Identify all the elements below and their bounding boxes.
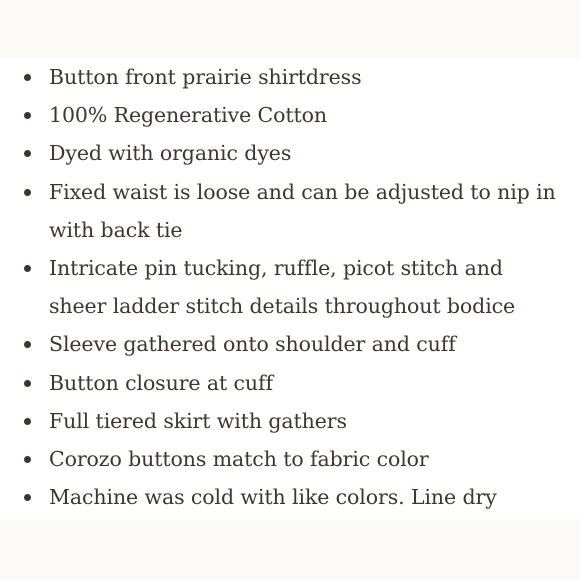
feature-item — [0, 58, 580, 96]
feature-text: Intricate pin tucking, ruffle, picot stitch and sheer ladder stitch details throughout bodice — [49, 256, 516, 319]
bullet-icon — [24, 341, 31, 348]
bullet-icon — [24, 74, 31, 81]
feature-text: Full tiered skirt with gathers — [49, 408, 347, 433]
feature-item — [0, 325, 580, 363]
feature-item — [0, 173, 580, 249]
feature-item — [0, 134, 580, 172]
feature-text: 100% Regenerative Cotton — [49, 103, 327, 128]
bullet-icon — [24, 265, 31, 272]
feature-item — [0, 96, 580, 134]
bullet-icon — [24, 418, 31, 425]
product-details-panel — [0, 58, 580, 520]
feature-text: Button closure at cuff — [49, 370, 273, 395]
bullet-icon — [24, 150, 31, 157]
bullet-icon — [24, 456, 31, 463]
feature-item — [0, 478, 580, 516]
feature-list — [0, 58, 580, 516]
feature-text: Sleeve gathered onto shoulder and cuff — [49, 332, 456, 357]
bullet-icon — [24, 112, 31, 119]
bullet-icon — [24, 380, 31, 387]
bullet-icon — [24, 189, 31, 196]
feature-text: Machine was cold with like colors. Line dry — [49, 485, 497, 510]
feature-text: Fixed waist is loose and can be adjusted to nip in with back tie — [49, 179, 556, 242]
feature-text: Dyed with organic dyes — [49, 141, 292, 166]
feature-text: Corozo buttons match to fabric color — [49, 447, 429, 472]
feature-item — [0, 249, 580, 325]
feature-item — [0, 440, 580, 478]
feature-item — [0, 402, 580, 440]
feature-text: Button front prairie shirtdress — [49, 65, 362, 89]
bullet-icon — [24, 494, 31, 501]
feature-item — [0, 364, 580, 402]
